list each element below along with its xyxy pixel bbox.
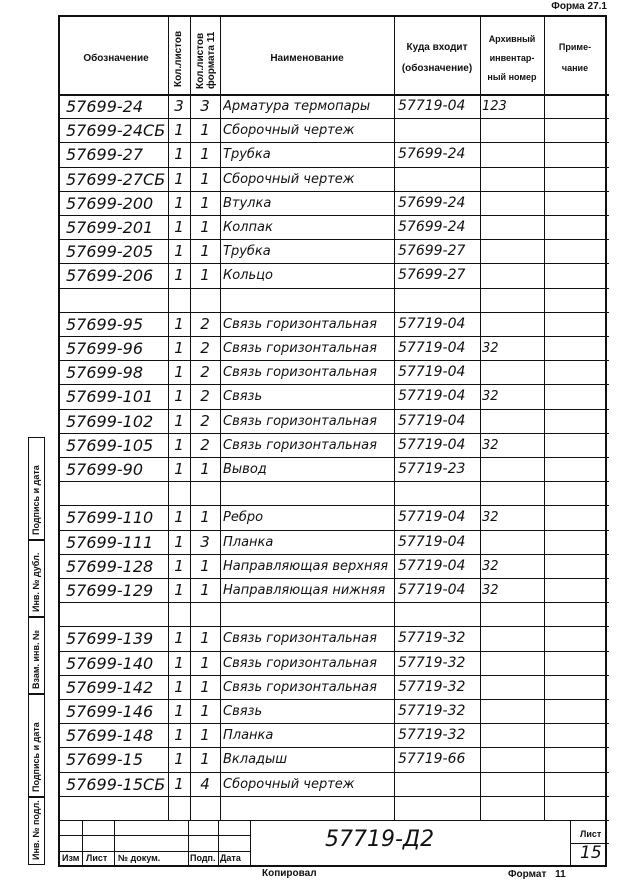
row-designation bbox=[66, 605, 166, 626]
row-where-used: 57719-23 bbox=[398, 461, 466, 477]
row-format-count: 4 bbox=[200, 774, 210, 793]
row-designation: 57699-101 bbox=[66, 387, 154, 407]
row-divider bbox=[60, 675, 609, 676]
row-sheet-count: 3 bbox=[174, 97, 184, 115]
row-where-used: 57719-32 bbox=[398, 630, 466, 647]
row-sheet-count: 1 bbox=[174, 556, 184, 575]
form-label: Форма 27.1 bbox=[551, 1, 607, 12]
footer-format-value: 11 bbox=[555, 869, 566, 880]
row-format-count: 1 bbox=[200, 121, 210, 140]
row-name: Сборочный чертеж bbox=[223, 776, 355, 792]
row-format-count: 1 bbox=[200, 677, 210, 696]
row-name: Арматура термопары bbox=[223, 99, 371, 114]
row-sheet-count: 1 bbox=[174, 677, 184, 696]
header-archive-line3: ный номер bbox=[487, 72, 537, 82]
row-designation bbox=[66, 291, 166, 312]
row-format-count: 1 bbox=[200, 653, 210, 672]
row-divider bbox=[60, 360, 609, 361]
row-format-count: 1 bbox=[200, 266, 210, 285]
row-name bbox=[223, 486, 393, 507]
row-sheet-count: 1 bbox=[174, 266, 184, 285]
row-where-used: 57699-24 bbox=[398, 219, 466, 235]
row-divider bbox=[60, 191, 609, 192]
row-format-count: 1 bbox=[200, 556, 210, 575]
row-archive bbox=[482, 147, 542, 168]
row-designation: 57699-90 bbox=[66, 460, 144, 479]
header-divider bbox=[60, 94, 609, 96]
header-where-used-line2: (обозначение) bbox=[401, 63, 473, 74]
row-where-used: 57719-04 bbox=[398, 388, 466, 405]
row-format-count: 2 bbox=[200, 435, 210, 454]
row-sheet-count: 1 bbox=[174, 750, 184, 769]
row-designation: 57699-148 bbox=[66, 726, 154, 746]
row-sheet-count: 1 bbox=[174, 653, 184, 672]
row-designation: 57699-128 bbox=[66, 556, 154, 576]
row-archive bbox=[482, 268, 542, 289]
stamp-col-doc: № докум. bbox=[118, 853, 161, 863]
row-divider bbox=[60, 239, 609, 240]
row-designation: 57699-201 bbox=[66, 218, 154, 237]
row-divider bbox=[60, 312, 609, 313]
header-note-line1: Приме- bbox=[558, 42, 592, 52]
row-archive bbox=[482, 728, 542, 749]
row-sheet-count: 1 bbox=[174, 314, 184, 333]
row-where-used bbox=[398, 606, 478, 627]
side-label: Подпись и дата bbox=[31, 465, 41, 535]
stamp-column-divider bbox=[188, 820, 189, 865]
row-sheet-count: 1 bbox=[174, 581, 184, 599]
row-divider bbox=[60, 651, 609, 652]
stamp-col-date: Дата bbox=[220, 853, 241, 863]
row-designation: 57699-27 bbox=[66, 145, 144, 165]
row-divider bbox=[60, 796, 609, 797]
row-designation: 57699-15СБ bbox=[66, 774, 166, 794]
stamp-divider bbox=[60, 851, 250, 852]
row-where-used: 57719-04 bbox=[398, 509, 466, 526]
row-designation: 57699-142 bbox=[66, 677, 154, 697]
row-divider bbox=[60, 336, 609, 337]
header-archive bbox=[480, 33, 544, 84]
stamp-col-sign: Подп. bbox=[190, 853, 216, 863]
row-designation: 57699-102 bbox=[66, 411, 154, 431]
stamp-divider bbox=[60, 820, 609, 821]
row-sheet-count bbox=[168, 484, 190, 505]
row-format-count: 3 bbox=[200, 532, 210, 551]
row-divider bbox=[60, 554, 609, 555]
row-archive: 32 bbox=[482, 389, 499, 405]
row-name: Связь горизонтальная bbox=[223, 437, 377, 453]
row-archive: 32 bbox=[482, 583, 499, 598]
row-archive bbox=[482, 777, 542, 798]
row-name: Связь горизонтальная bbox=[223, 341, 377, 356]
row-designation: 57699-105 bbox=[66, 435, 154, 455]
row-name: Планка bbox=[223, 534, 274, 550]
row-divider bbox=[60, 457, 609, 458]
row-sheet-count: 1 bbox=[174, 121, 184, 140]
row-sheet-count: 1 bbox=[174, 774, 184, 793]
row-sheet-count bbox=[168, 291, 190, 312]
row-archive bbox=[482, 704, 542, 725]
row-designation: 57699-24 bbox=[66, 97, 144, 116]
row-format-count: 2 bbox=[200, 314, 210, 333]
row-name: Направляющая верхняя bbox=[223, 558, 389, 574]
row-name: Вывод bbox=[223, 462, 267, 477]
stamp-column-divider bbox=[250, 820, 251, 865]
row-where-used: 57719-04 bbox=[398, 364, 466, 381]
register-frame bbox=[58, 15, 607, 867]
row-divider bbox=[60, 118, 609, 119]
header-where-used-line1: Куда входит bbox=[406, 42, 468, 53]
row-sheet-count: 1 bbox=[174, 460, 184, 478]
row-archive: 32 bbox=[482, 437, 499, 453]
row-format-count: 1 bbox=[200, 460, 210, 478]
row-divider bbox=[60, 772, 609, 773]
side-label-box bbox=[28, 694, 45, 797]
side-label: Взам. инв. № bbox=[31, 629, 41, 689]
row-name: Вкладыш bbox=[223, 752, 288, 768]
row-name: Связь горизонтальная bbox=[223, 631, 377, 647]
stamp-col-sheet: Лист bbox=[86, 853, 108, 863]
row-archive bbox=[482, 462, 542, 483]
row-format-count: 1 bbox=[200, 145, 210, 164]
row-where-used: 57699-27 bbox=[398, 243, 466, 260]
row-format-count: 3 bbox=[200, 97, 210, 115]
row-sheet-count: 1 bbox=[174, 339, 184, 357]
row-divider bbox=[60, 747, 609, 748]
row-name: Связь горизонтальная bbox=[223, 655, 377, 671]
row-sheet-count: 1 bbox=[174, 218, 184, 236]
row-divider bbox=[60, 142, 609, 143]
row-designation: 57699-24СБ bbox=[66, 121, 166, 141]
row-name: Сборочный чертеж bbox=[223, 171, 355, 187]
row-archive bbox=[482, 535, 542, 556]
row-name: Связь горизонтальная bbox=[223, 413, 377, 429]
stamp-column-divider bbox=[82, 820, 83, 865]
row-name: Втулка bbox=[223, 195, 272, 211]
row-name: Планка bbox=[223, 728, 274, 744]
row-format-count: 2 bbox=[200, 411, 210, 430]
row-name: Связь горизонтальная bbox=[223, 679, 377, 695]
row-name: Направляющая нижняя bbox=[223, 583, 386, 598]
stamp-divider bbox=[570, 843, 609, 844]
row-archive bbox=[482, 196, 542, 217]
row-where-used: 57719-04 bbox=[398, 98, 466, 114]
row-archive bbox=[482, 752, 542, 773]
row-name: Связь bbox=[223, 704, 263, 719]
footer-format bbox=[508, 869, 566, 880]
row-divider bbox=[60, 433, 609, 434]
stamp-sheet-label: Лист bbox=[580, 829, 602, 839]
row-archive bbox=[482, 317, 542, 338]
row-where-used: 57719-32 bbox=[398, 678, 466, 695]
row-archive: 123 bbox=[482, 99, 507, 114]
row-name: Кольцо bbox=[223, 268, 273, 284]
row-format-count bbox=[190, 484, 220, 505]
header-note-line2: чание bbox=[561, 63, 589, 73]
row-divider bbox=[60, 505, 609, 506]
row-where-used: 57719-04 bbox=[398, 315, 466, 332]
side-label: Инв. № подл. bbox=[31, 800, 41, 860]
row-format-count: 2 bbox=[200, 339, 210, 357]
row-designation bbox=[66, 484, 166, 505]
header-archive-line2: инвентар- bbox=[489, 53, 535, 63]
header-name: Наименование bbox=[270, 53, 344, 64]
row-format-count: 1 bbox=[200, 193, 210, 212]
row-format-count: 2 bbox=[200, 387, 210, 406]
row-sheet-count: 1 bbox=[174, 629, 184, 648]
stamp-sheet-number: 15 bbox=[580, 843, 602, 863]
row-sheet-count: 1 bbox=[174, 435, 184, 454]
row-sheet-count: 1 bbox=[174, 532, 184, 551]
row-designation: 57699-98 bbox=[66, 363, 144, 383]
row-where-used: 57719-04 bbox=[398, 340, 466, 356]
side-label-box bbox=[28, 540, 45, 617]
row-divider bbox=[60, 167, 609, 168]
row-format-count: 1 bbox=[200, 169, 210, 188]
row-designation: 57699-110 bbox=[66, 508, 154, 528]
row-divider bbox=[60, 602, 609, 603]
row-divider bbox=[60, 481, 609, 482]
row-format-count bbox=[190, 605, 220, 626]
row-sheet-count: 1 bbox=[174, 508, 184, 527]
header-format-count: Кол.листов формата 11 bbox=[195, 31, 217, 89]
row-where-used bbox=[398, 122, 478, 143]
row-name: Сборочный чертеж bbox=[223, 123, 355, 139]
row-format-count: 1 bbox=[200, 702, 210, 720]
row-format-count: 1 bbox=[200, 750, 210, 769]
row-format-count: 2 bbox=[200, 363, 210, 382]
row-archive bbox=[482, 220, 542, 241]
row-designation: 57699-140 bbox=[66, 653, 154, 673]
row-sheet-count: 1 bbox=[174, 387, 184, 406]
side-label: Инв. № дубл. bbox=[31, 552, 41, 612]
row-where-used: 57719-04 bbox=[398, 582, 466, 598]
row-designation: 57699-139 bbox=[66, 629, 154, 649]
stamp-column-divider bbox=[218, 820, 219, 865]
row-divider bbox=[60, 530, 609, 531]
row-where-used bbox=[398, 171, 478, 192]
row-divider bbox=[60, 578, 609, 579]
row-divider bbox=[60, 723, 609, 724]
row-designation: 57699-146 bbox=[66, 702, 154, 721]
row-name: Связь горизонтальная bbox=[223, 316, 377, 332]
row-sheet-count: 1 bbox=[174, 242, 184, 261]
row-where-used bbox=[398, 776, 478, 797]
stamp-column-divider bbox=[570, 820, 571, 865]
row-where-used: 57719-04 bbox=[398, 533, 466, 550]
row-where-used: 57699-27 bbox=[398, 267, 466, 284]
row-name: Связь горизонтальная bbox=[223, 365, 377, 381]
row-archive bbox=[482, 631, 542, 652]
row-archive bbox=[482, 607, 542, 628]
row-designation: 57699-111 bbox=[66, 532, 154, 552]
header-designation: Обозначение bbox=[83, 53, 149, 64]
row-archive bbox=[482, 486, 542, 507]
row-sheet-count: 1 bbox=[174, 702, 184, 720]
row-sheet-count: 1 bbox=[174, 726, 184, 745]
row-name bbox=[223, 607, 393, 628]
row-sheet-count: 1 bbox=[174, 411, 184, 430]
row-sheet-count: 1 bbox=[174, 169, 184, 188]
row-divider bbox=[60, 626, 609, 627]
row-archive: 32 bbox=[482, 558, 499, 574]
row-designation: 57699-96 bbox=[66, 339, 144, 358]
row-format-count: 1 bbox=[200, 629, 210, 648]
side-label-box bbox=[28, 797, 45, 865]
row-format-count bbox=[190, 291, 220, 312]
row-name: Ребро bbox=[223, 510, 264, 526]
row-sheet-count: 1 bbox=[174, 193, 184, 212]
row-designation: 57699-200 bbox=[66, 193, 154, 213]
stamp-divider bbox=[60, 835, 250, 836]
row-sheet-count bbox=[168, 605, 190, 626]
row-format-count: 1 bbox=[200, 508, 210, 527]
row-format-count: 1 bbox=[200, 726, 210, 745]
row-where-used: 57699-24 bbox=[398, 146, 466, 163]
row-where-used: 57719-04 bbox=[398, 412, 466, 429]
row-archive bbox=[482, 244, 542, 265]
row-divider bbox=[60, 384, 609, 385]
row-name: Трубка bbox=[223, 244, 271, 260]
row-where-used: 57719-04 bbox=[398, 436, 466, 453]
row-designation: 57699-15 bbox=[66, 750, 144, 770]
row-archive bbox=[482, 656, 542, 677]
row-designation: 57699-205 bbox=[66, 242, 154, 262]
row-designation: 57699-27СБ bbox=[66, 169, 166, 189]
row-name: Трубка bbox=[223, 147, 271, 163]
row-format-count: 1 bbox=[200, 218, 210, 236]
row-where-used: 57719-32 bbox=[398, 654, 466, 671]
stamp-col-change: Изм bbox=[62, 853, 80, 863]
row-name bbox=[223, 293, 393, 314]
row-archive: 32 bbox=[482, 510, 499, 526]
row-where-used: 57719-66 bbox=[398, 751, 466, 768]
row-name: Колпак bbox=[223, 220, 273, 235]
row-sheet-count: 1 bbox=[174, 145, 184, 164]
header-sheet-count: Кол.листов bbox=[173, 30, 184, 87]
row-where-used: 57719-32 bbox=[398, 727, 466, 744]
row-archive bbox=[482, 680, 542, 701]
row-sheet-count: 1 bbox=[174, 363, 184, 382]
row-divider bbox=[60, 215, 609, 216]
row-name: Связь bbox=[223, 389, 263, 405]
row-divider bbox=[60, 409, 609, 410]
stamp-column-divider bbox=[114, 820, 115, 865]
row-where-used: 57719-32 bbox=[398, 703, 466, 719]
row-where-used bbox=[398, 292, 478, 313]
row-archive bbox=[482, 293, 542, 314]
row-where-used bbox=[398, 485, 478, 506]
header-archive-line1: Архивный bbox=[488, 34, 536, 44]
row-archive bbox=[482, 414, 542, 435]
row-divider bbox=[60, 699, 609, 700]
side-label-box bbox=[28, 437, 45, 540]
row-designation: 57699-129 bbox=[66, 581, 154, 600]
row-designation: 57699-95 bbox=[66, 314, 144, 334]
row-designation: 57699-206 bbox=[66, 266, 154, 286]
side-label: Подпись и дата bbox=[31, 722, 41, 792]
row-divider bbox=[60, 288, 609, 289]
footer-format-label: Формат bbox=[508, 869, 547, 880]
row-format-count: 1 bbox=[200, 242, 210, 261]
row-archive bbox=[482, 172, 542, 193]
side-label-box bbox=[28, 617, 45, 694]
row-where-used: 57719-04 bbox=[398, 557, 466, 574]
row-where-used: 57699-24 bbox=[398, 194, 466, 211]
row-divider bbox=[60, 263, 609, 264]
header-where-used bbox=[394, 41, 480, 75]
header-note bbox=[544, 41, 606, 75]
footer-copied: Копировал bbox=[262, 868, 317, 879]
row-archive bbox=[482, 123, 542, 144]
row-archive: 32 bbox=[482, 341, 499, 356]
row-format-count: 1 bbox=[200, 581, 210, 599]
row-archive bbox=[482, 365, 542, 386]
stamp-doc-number: 57719-Д2 bbox=[325, 827, 435, 852]
